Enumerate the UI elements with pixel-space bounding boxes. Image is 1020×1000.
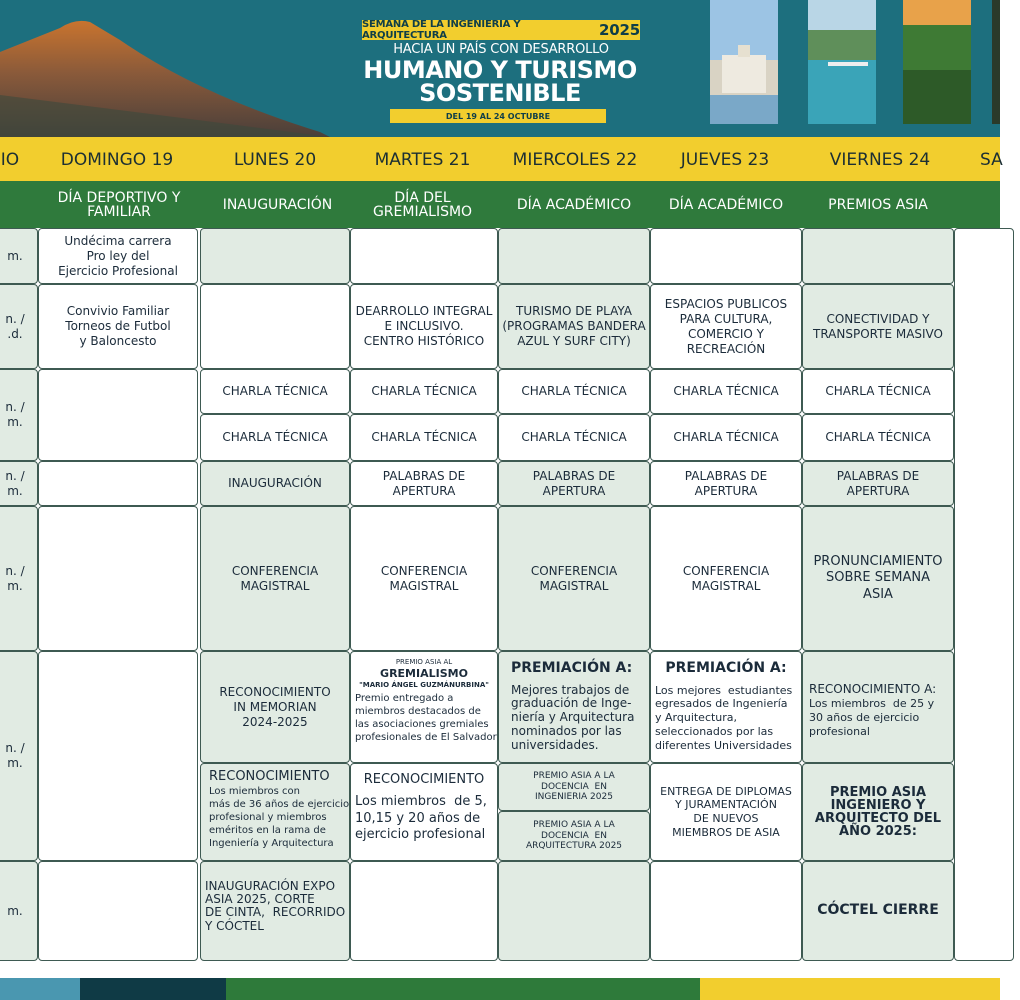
time-cell [0, 228, 38, 284]
day-lunes: LUNES 20 [233, 150, 317, 170]
viernes-pronunciamiento [802, 506, 954, 651]
footer-stripe [80, 978, 226, 1000]
cell-text: CHARLA TÉCNICA [521, 430, 627, 444]
cell-name: "MARIO ÁNGEL GUZMÁNURBINA" [359, 680, 489, 689]
miercoles-turismo [498, 284, 650, 369]
cell-text: TURISMO DE PLAYA (PROGRAMAS BANDERA AZUL Y SURF CITY) [502, 304, 646, 348]
cell-text: PRONUNCIAMIENTO SOBRE SEMANA ASIA [813, 554, 943, 602]
martes-apertura [350, 461, 498, 506]
viernes-premio-asia [802, 763, 954, 861]
day-header-row [0, 137, 1003, 181]
time-label: m. [7, 248, 23, 263]
cell-text: CONFERENCIA MAGISTRAL [380, 563, 468, 593]
banner-subtitle: HACIA UN PAÍS CON DESARROLLO [393, 42, 609, 57]
miercoles-empty [498, 228, 650, 284]
theme-domingo: DÍA DEPORTIVO Y FAMILIAR [57, 189, 181, 220]
lunes-expo [200, 861, 350, 961]
time-cell [0, 284, 38, 369]
cell-text: ESPACIOS PUBLICOS PARA CULTURA, COMERCIO Y RECREACIÓN [664, 296, 788, 356]
cell-text: PREMIO ASIA A LA DOCENCIA EN INGENIERIA 2025 [533, 770, 615, 803]
cell-title: RECONOCIMIENTO [209, 769, 330, 784]
footer-stripe [226, 978, 700, 1000]
viernes-apertura [802, 461, 954, 506]
cell-text: Undécima carrera Pro ley del Ejercicio Profesional [58, 233, 178, 278]
cell-desc: Los miembros de 5, 10,15 y 20 años de ejercicio profesional [355, 794, 487, 842]
jueves-espacios [650, 284, 802, 369]
cell-title: RECONOCIMIENTO [363, 772, 485, 787]
miercoles-premiacion [498, 651, 650, 763]
viernes-empty [802, 228, 954, 284]
cell-text: INAUGURACIÓN [228, 476, 322, 490]
jueves-premiacion [650, 651, 802, 763]
palace-photo [710, 0, 778, 124]
cell-text: CHARLA TÉCNICA [673, 430, 779, 444]
schedule-grid [0, 228, 1000, 965]
cell-text: CONFERENCIA MAGISTRAL [231, 563, 319, 593]
viernes-charla-2 [802, 414, 954, 461]
lunes-charla-2 [200, 414, 350, 461]
event-name-bar [362, 20, 640, 40]
cell-text: CHARLA TÉCNICA [521, 384, 627, 398]
miercoles-conferencia [498, 506, 650, 651]
day-sabado: SA [980, 150, 1003, 170]
cell-text: RECONOCIMIENTO IN MEMORIAN 2024-2025 [219, 684, 331, 729]
time-label: n. / .d. [5, 311, 25, 341]
time-label: n. / m. [5, 400, 25, 429]
cell-title: RECONOCIMIENTO A: [809, 682, 937, 696]
viernes-coctel [802, 861, 954, 961]
cell-desc: Mejores trabajos de graduación de Inge- niería y Arquitectura nominados por las universidades. [511, 682, 635, 752]
lunes-empty [200, 228, 350, 284]
cell-text: CHARLA TÉCNICA [825, 430, 931, 444]
time-cell [0, 369, 38, 461]
domingo-empty [38, 861, 198, 961]
jueves-diplomas [650, 763, 802, 861]
viernes-conectividad [802, 284, 954, 369]
beach-photo [808, 0, 876, 124]
cell-title: GREMIALISMO [380, 666, 468, 680]
cell-text: CHARLA TÉCNICA [371, 384, 477, 398]
domingo-empty [38, 369, 198, 461]
cell-text: CHARLA TÉCNICA [673, 384, 779, 398]
jueves-empty [650, 861, 802, 961]
cell-text: PREMIO ASIA INGENIERO Y ARQUITECTO DEL AÑO 2025: [814, 785, 942, 839]
cell-text: ENTREGA DE DIPLOMAS Y JURAMENTACIÓN DE NUEVOS MIEMBROS DE ASIA [660, 784, 792, 839]
martes-empty [350, 861, 498, 961]
miercoles-apertura [498, 461, 650, 506]
cell-text: PALABRAS DE APERTURA [532, 468, 616, 498]
cell-text: DEARROLLO INTEGRAL E INCLUSIVO. CENTRO HISTÓRICO [355, 304, 493, 348]
jueves-charla-2 [650, 414, 802, 461]
cell-text: PALABRAS DE APERTURA [836, 468, 920, 498]
day-saturday-prev: IO [0, 150, 20, 170]
event-year: 2025 [599, 21, 640, 39]
martes-charla-1 [350, 369, 498, 414]
martes-conferencia [350, 506, 498, 651]
viernes-reconocimiento [802, 651, 954, 763]
cell-text: PALABRAS DE APERTURA [684, 468, 768, 498]
day-martes: MARTES 21 [374, 150, 471, 170]
jueves-conferencia [650, 506, 802, 651]
cell-text: PALABRAS DE APERTURA [382, 468, 466, 498]
jueves-empty [650, 228, 802, 284]
banner-title-line1: HUMANO Y TURISMO [363, 56, 637, 84]
time-label: m. [7, 903, 23, 918]
cell-text: CONFERENCIA MAGISTRAL [682, 563, 770, 593]
cell-text: CHARLA TÉCNICA [371, 430, 477, 444]
martes-reconocimiento [350, 763, 498, 861]
domingo-carrera [38, 228, 198, 284]
domingo-empty [38, 651, 198, 861]
jueves-charla-1 [650, 369, 802, 414]
time-cell [0, 506, 38, 651]
sabado-column [954, 228, 1014, 961]
miercoles-empty [498, 861, 650, 961]
miercoles-docencia-ingenieria [498, 763, 650, 811]
viernes-charla-1 [802, 369, 954, 414]
domingo-empty [38, 461, 198, 506]
cell-desc: Los miembros con más de 36 años de ejercicio profesional y miembros eméritos en la rama de Ingeniería y Arquitectura [209, 786, 350, 850]
theme-jueves: DÍA ACADÉMICO [668, 196, 784, 213]
martes-centro-historico [350, 284, 498, 369]
lunes-inauguracion [200, 461, 350, 506]
cell-text: PREMIO ASIA A LA DOCENCIA EN ARQUITECTURA 2025 [525, 819, 623, 852]
lunes-reconocimiento [200, 763, 350, 861]
cell-text: INAUGURACIÓN EXPO ASIA 2025, CORTE DE CINTA, RECORRIDO Y CÓCTEL [205, 879, 346, 933]
event-banner [0, 0, 1000, 137]
footer-stripe [0, 978, 80, 1000]
footer-stripe [700, 978, 1000, 1000]
day-miercoles: MIERCOLES 22 [512, 150, 638, 170]
banner-dates: DEL 19 AL 24 OCTUBRE [390, 109, 606, 123]
domingo-convivio [38, 284, 198, 369]
time-cell [0, 861, 38, 961]
cell-text: CONECTIVIDAD Y TRANSPORTE MASIVO [812, 311, 944, 341]
volcano-image [0, 0, 330, 137]
cell-text: CONFERENCIA MAGISTRAL [530, 563, 618, 593]
cell-title: PREMIACIÓN A: [665, 660, 787, 676]
cell-title: PREMIACIÓN A: [511, 660, 633, 676]
cell-desc: Los mejores estudiantes egresados de Ingeniería y Arquitectura, seleccionados por las diferentes Universidades [655, 683, 793, 752]
edge-photo [992, 0, 1000, 124]
time-label: n. / m. [5, 468, 25, 498]
cell-text: Convivio Familiar Torneos de Futbol y Baloncesto [65, 304, 171, 348]
lunes-charla-1 [200, 369, 350, 414]
cell-text: CHARLA TÉCNICA [825, 384, 931, 398]
theme-miercoles: DÍA ACADÉMICO [516, 196, 632, 213]
forest-photo [903, 0, 971, 124]
cell-text: CHARLA TÉCNICA [222, 430, 328, 444]
theme-viernes: PREMIOS ASIA [828, 196, 928, 213]
miercoles-charla-1 [498, 369, 650, 414]
day-domingo: DOMINGO 19 [60, 150, 174, 170]
cell-text: CÓCTEL CIERRE [817, 902, 939, 919]
time-cell [0, 651, 38, 861]
cell-small: PREMIO ASIA AL [395, 658, 453, 666]
time-label: n. / m. [5, 741, 25, 770]
cell-text: CHARLA TÉCNICA [222, 384, 328, 398]
time-cell [0, 461, 38, 506]
martes-premio-gremialismo [350, 651, 498, 763]
cell-desc: Premio entregado a miembros destacados de las asociaciones gremiales profesionales de El Salvador [355, 693, 497, 744]
cell-desc: Los miembros de 25 y 30 años de ejercicio profesional [809, 697, 935, 738]
day-viernes: VIERNES 24 [829, 150, 931, 170]
banner-title-line2: SOSTENIBLE [419, 79, 581, 107]
theme-lunes: INAUGURACIÓN [222, 196, 333, 213]
martes-empty [350, 228, 498, 284]
miercoles-docencia-arquitectura [498, 811, 650, 861]
domingo-empty [38, 506, 198, 651]
theme-row [0, 181, 1000, 228]
miercoles-charla-2 [498, 414, 650, 461]
lunes-memoriam [200, 651, 350, 763]
theme-martes: DÍA DEL GREMIALISMO [372, 189, 473, 220]
lunes-empty [200, 284, 350, 369]
jueves-apertura [650, 461, 802, 506]
day-jueves: JUEVES 23 [680, 150, 770, 170]
lunes-conferencia [200, 506, 350, 651]
martes-charla-2 [350, 414, 498, 461]
event-name: SEMANA DE LA INGENIERIA Y ARQUITECTURA [362, 19, 521, 41]
time-label: n. / m. [5, 563, 25, 593]
